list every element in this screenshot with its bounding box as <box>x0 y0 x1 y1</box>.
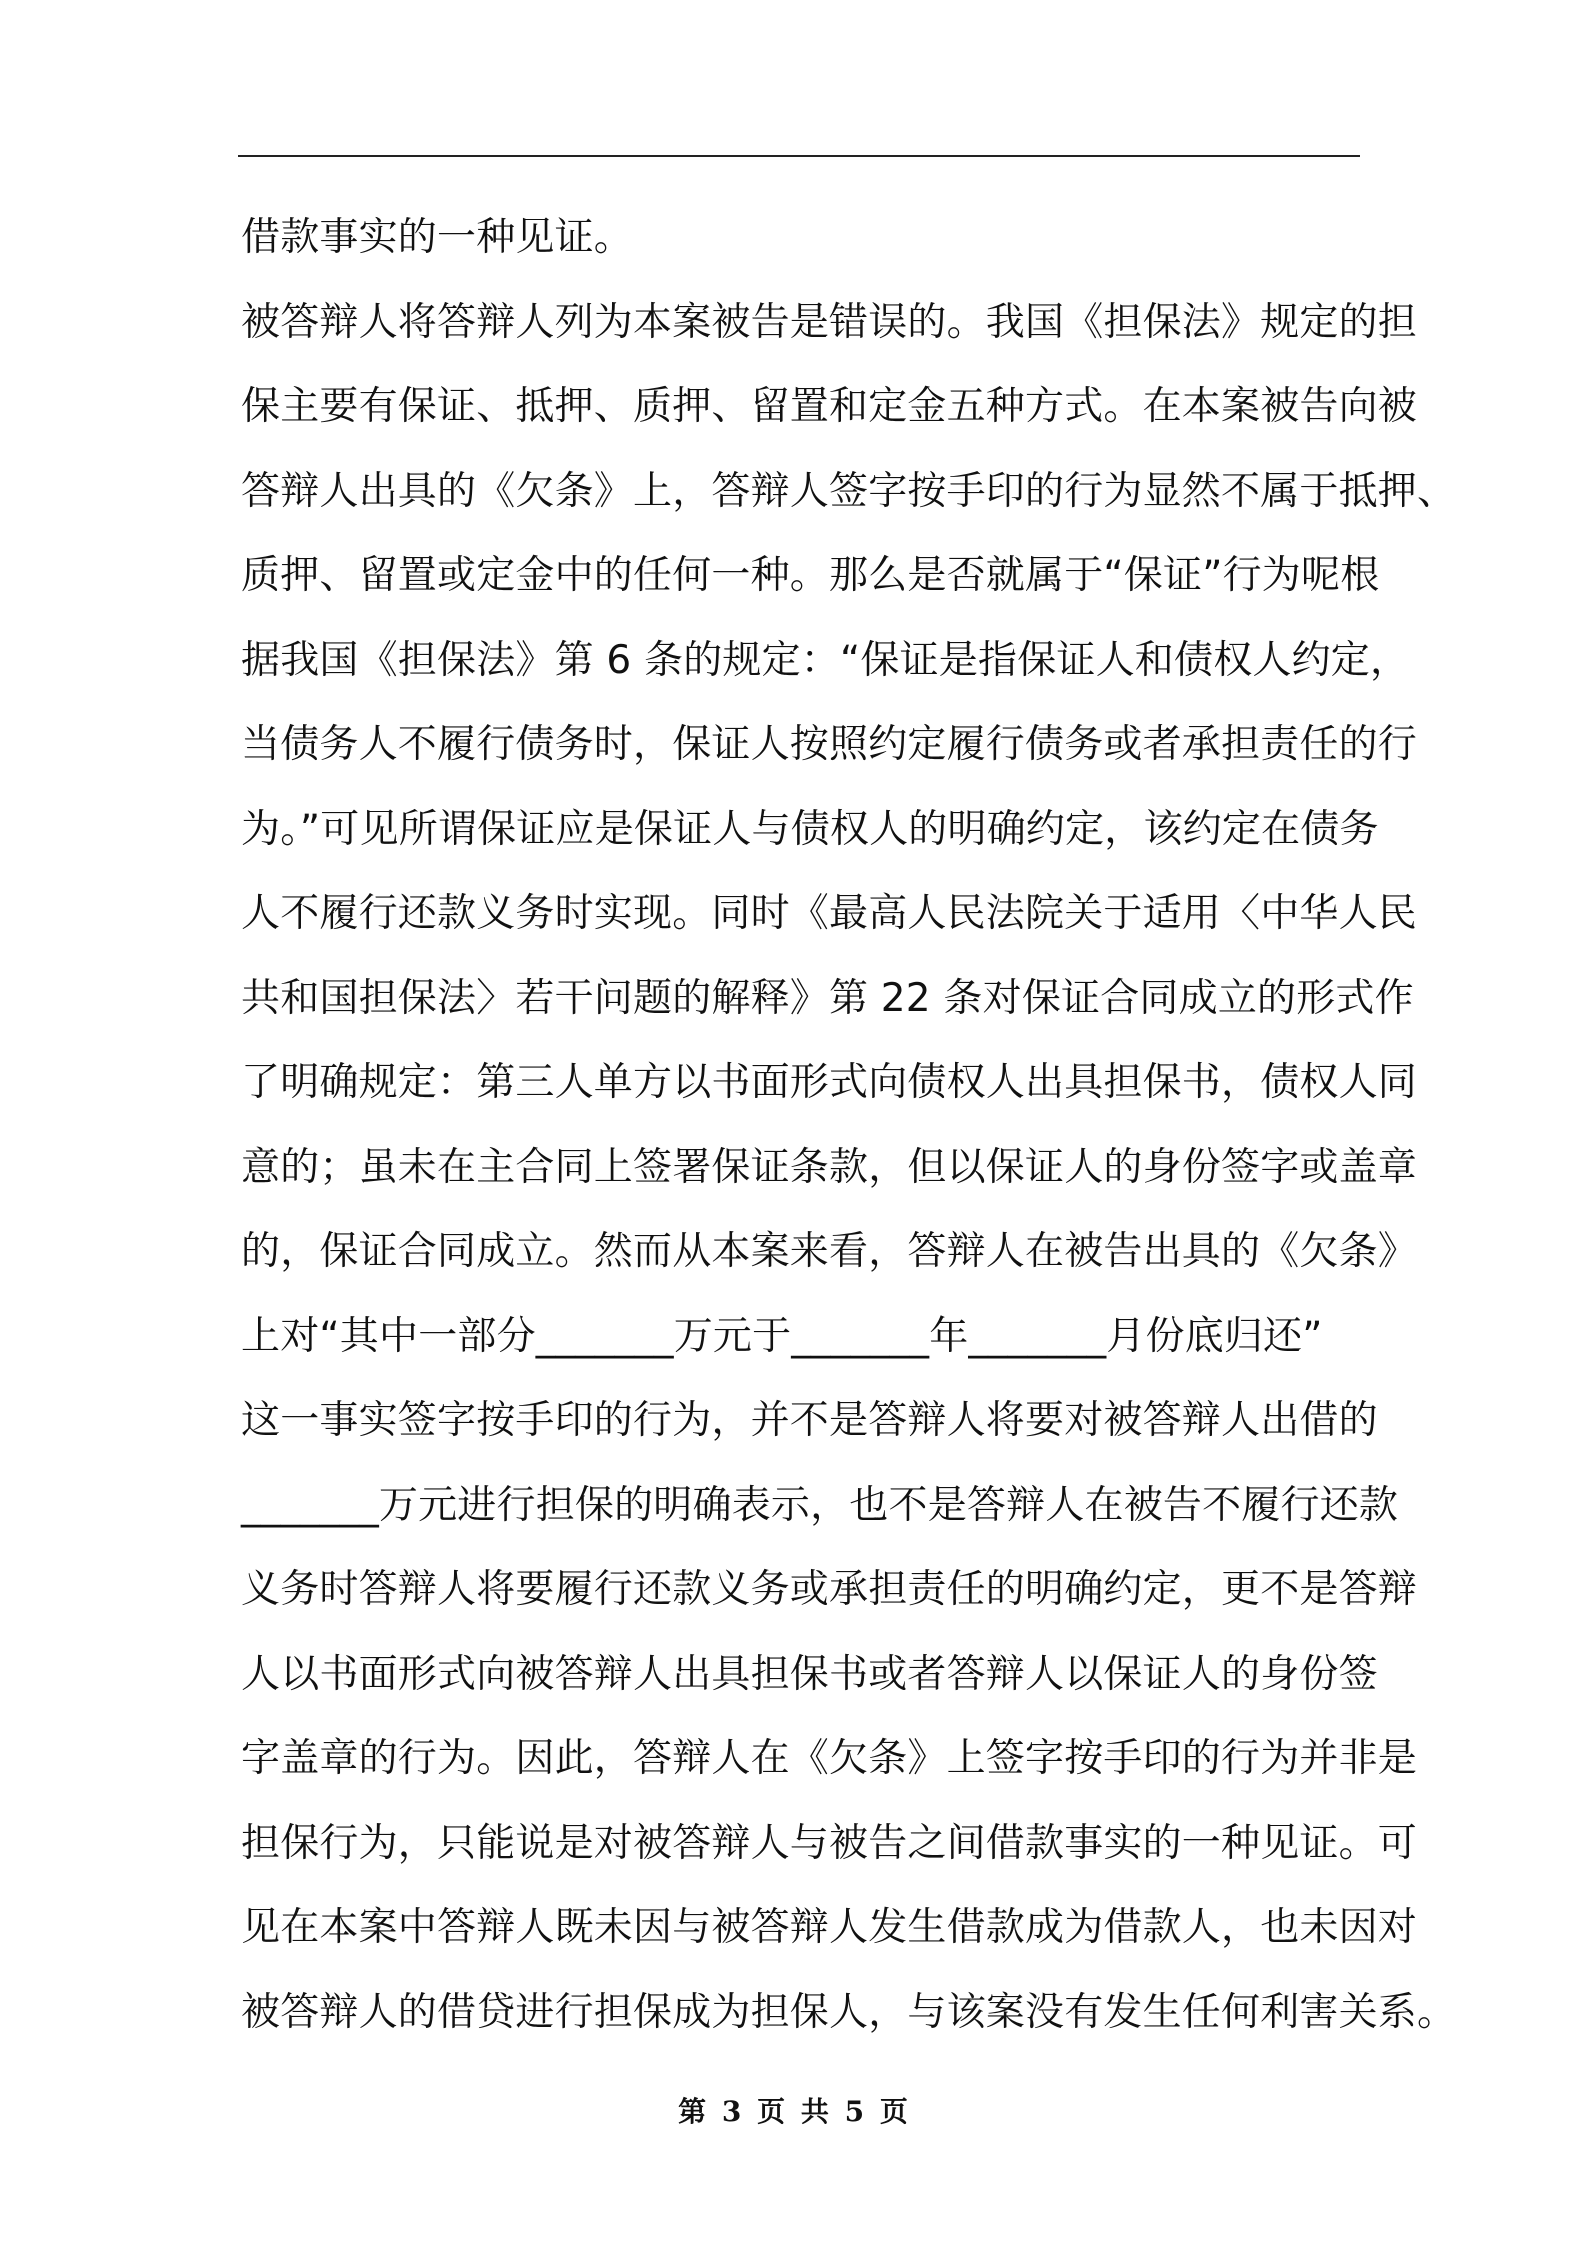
text-line-21: 见在本案中答辩人既未因与被答辩人发生借款成为借款人，也未因对 <box>241 1905 1418 1950</box>
text-line-5: 质押、留置或定金中的任何一种。那么是否就属于“保证”行为呢根 <box>241 553 1380 598</box>
document-body <box>241 196 1457 2055</box>
page-number-footer: 第 3 页 共 5 页 <box>678 2095 908 2128</box>
text-line-3: 保主要有保证、抵押、质押、留置和定金五种方式。在本案被告向被 <box>241 384 1418 429</box>
text-line-9: 人不履行还款义务时实现。同时《最高人民法院关于适用〈中华人民 <box>241 891 1418 936</box>
text-line-15: 这一事实签字按手印的行为，并不是答辩人将要对被答辩人出借的 <box>241 1398 1378 1443</box>
text-line-14: 上对“其中一部分_______万元于_______年_______月份底归还” <box>241 1313 1323 1359</box>
text-line-20: 担保行为，只能说是对被答辩人与被告之间借款事实的一种见证。可 <box>241 1820 1418 1866</box>
text-line-6: 据我国《担保法》第 6 条的规定：“保证是指保证人和债权人约定， <box>241 637 1410 683</box>
text-line-4: 答辩人出具的《欠条》上，答辩人签字按手印的行为显然不属于抵押、 <box>241 468 1457 514</box>
text-line-1: 借款事实的一种见证。 <box>241 215 634 260</box>
text-line-17: 义务时答辩人将要履行还款义务或承担责任的明确约定，更不是答辩 <box>241 1567 1418 1612</box>
text-line-16: _______万元进行担保的明确表示，也不是答辩人在被告不履行还款 <box>241 1482 1399 1528</box>
text-line-22: 被答辩人的借贷进行担保成为担保人，与该案没有发生任何利害关系。 <box>241 1989 1457 2035</box>
text-line-11: 了明确规定：第三人单方以书面形式向债权人出具担保书，债权人同 <box>241 1060 1418 1105</box>
text-line-10: 共和国担保法〉若干问题的解释》第 22 条对保证合同成立的形式作 <box>241 975 1414 1021</box>
text-line-18: 人以书面形式向被答辩人出具担保书或者答辩人以保证人的身份签 <box>241 1651 1378 1697</box>
text-line-12: 意的；虽未在主合同上签署保证条款，但以保证人的身份签字或盖章 <box>241 1144 1418 1190</box>
text-line-2: 被答辩人将答辩人列为本案被告是错误的。我国《担保法》规定的担 <box>241 299 1418 345</box>
text-line-7: 当债务人不履行债务时，保证人按照约定履行债务或者承担责任的行 <box>241 722 1418 767</box>
text-line-8: 为。”可见所谓保证应是保证人与债权人的明确约定，该约定在债务 <box>241 806 1379 852</box>
header-rule <box>238 155 1360 157</box>
text-line-13: 的，保证合同成立。然而从本案来看，答辩人在被告出具的《欠条》 <box>241 1229 1418 1274</box>
text-line-19: 字盖章的行为。因此，答辩人在《欠条》上签字按手印的行为并非是 <box>241 1736 1418 1781</box>
